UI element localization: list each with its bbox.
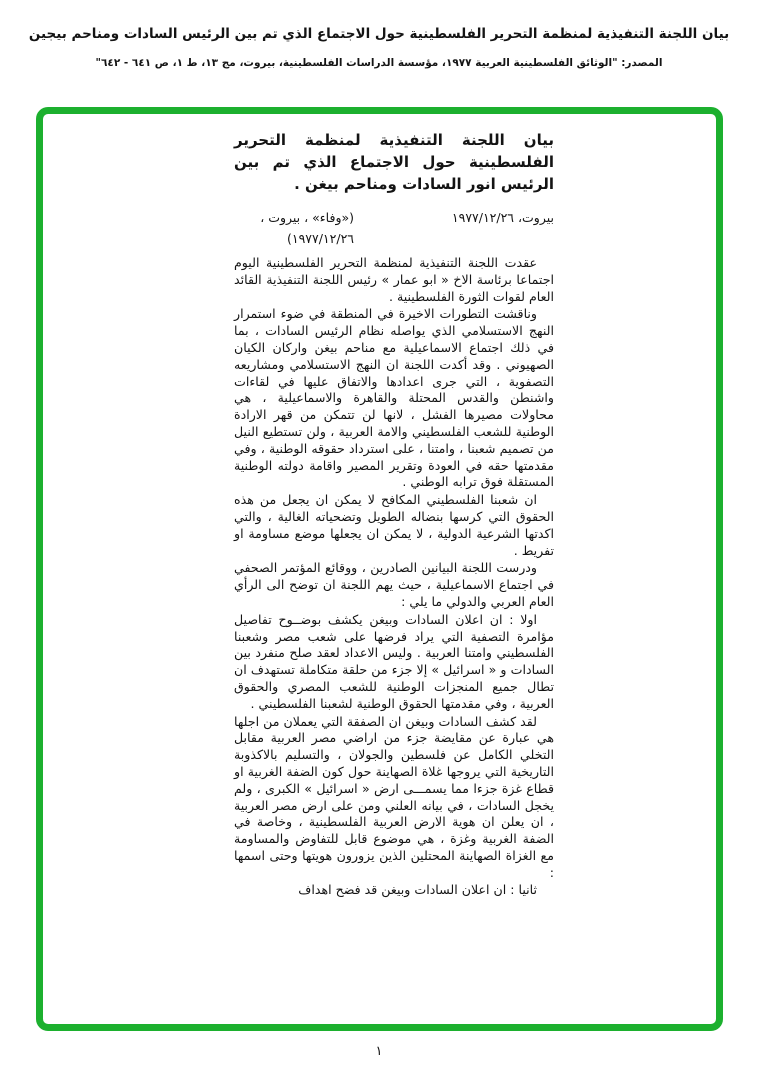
document-body	[234, 255, 554, 899]
paragraph: وناقشت التطورات الاخيرة في المنطقة في ضوء استمرار النهج الاستسلامي الذي يواصله نظام الرئيس السادات ، بما في ذلك اجتماع الاسماعيلية مع مناحم بيغن واركان الكيان الصهيوني . وقد أكدت اللجنة ان النهج الاستسلامي ومشاريعه التصفوية ، التي جرى اعدادها والاتفاق عليها في لقاءات واشنطن والقدس المحتلة والقاهرة والاسماعيلية ، هي محاولات مصيرها الفشل ، لانها لن تتمكن من قهر الارادة الوطنية للشعب الفلسطيني والامة العربية ، ولن تستطيع النيل من تصميم شعبنا ، وامتنا ، على استرداد حقوقه الوطنية ، وفي مقدمتها حقه في العودة وتقرير المصير واقامة دولته الوطنية المستقلة فوق ترابه الوطني .	[234, 306, 554, 490]
paragraph: ان شعبنا الفلسطيني المكافح لا يمكن ان يجعل من هذه الحقوق التي كرسها بنضاله الطويل وتضحياته الغالية ، والتي اكدتها الشرعية الدولية ، لا يمكن ان يجعلها موضع مساومة او تفريط .	[234, 492, 554, 558]
dateline-agency: («وفاء» ، بيروت ، ١٩٧٧/١٢/٢٦)	[260, 210, 354, 246]
paragraph: اولا : ان اعلان السادات وبيغن يكشف بوضــوح تفاصيل مؤامرة التصفية التي يراد فرضها على شعب مصر وشعبنا الفلسطيني وامتنا العربية . وليس الاعداد لعقد صلح منفرد بين السادات و « اسرائيل » إلا جزء من حلقة متكاملة تستهدف ان تطال جميع المنجزات الوطنية للشعب المصري والحقوق العربية ، وفي مقدمتها الحقوق الوطنية لشعبنا الفلسطيني .	[234, 611, 554, 711]
paragraph: ودرست اللجنة البيانين الصادرين ، ووقائع المؤتمر الصحفي في اجتماع الاسماعيلية ، حيث يهم اللجنة ان توضح الى الرأي العام العربي والدولي ما يلي :	[234, 560, 554, 609]
paragraph: عقدت اللجنة التنفيذية لمنظمة التحرير الفلسطينية اليوم اجتماعا برئاسة الاخ « ابو عمار » رئيس اللجنة التنفيذية القائد العام لقوات الثورة الفلسطينية .	[234, 255, 554, 304]
page-title: بيان اللجنة التنفيذية لمنظمة التحرير الفلسطينية حول الاجتماع الذي تم بين الرئيس السادات ومناحم بيجين	[28, 26, 730, 42]
document-title: بيان اللجنة التنفيذية لمنظمة التحرير الفلسطينية حول الاجتماع الذي تم بين الرئيس انور السادات ومناحم بيغن .	[234, 131, 554, 193]
document-box	[36, 107, 723, 1031]
dateline-place-date: بيروت، ١٩٧٧/١٢/٢٦	[451, 210, 554, 225]
paragraph: ثانيا : ان اعلان السادات وبيغن قد فضح اهداف	[298, 882, 537, 898]
page-number: ١	[375, 1044, 383, 1059]
paragraph: لقد كشف السادات وبيغن ان الصفقة التي يعملان من اجلها هي عبارة عن مقايضة جزء من اراضي مصر العربية مقابل التخلي الكامل عن فلسطين والجولان ، والتسليم بالاكذوبة التاريخية التي يروجها غلاة الصهاينة حول كون الضفة الغربية او قطاع غزة جزءا مما يسمـــى ارض « اسرائيل » الكبرى ، ولم يخجل السادات ، في بيانه العلني ومن على ارض مصر العربية ، ان يعلن ان هوية الارض العربية الفلسطينية ، وخاصة في الضفة الغربية وغزة ، هي موضوع قابل للتفاوض والمساومة مع الغزاة الصهاينة المحتلين الذين يزورون هويتها وحتى اسمها :	[234, 713, 554, 880]
source-line: المصدر: "الوثائق الفلسطينية العربية ١٩٧٧، مؤسسة الدراسات الفلسطينية، بيروت، مج ١٣، ط ١، ص ٦٤١ - ٦٤٢"	[95, 57, 663, 69]
dateline	[234, 207, 554, 249]
document-column	[234, 129, 554, 900]
